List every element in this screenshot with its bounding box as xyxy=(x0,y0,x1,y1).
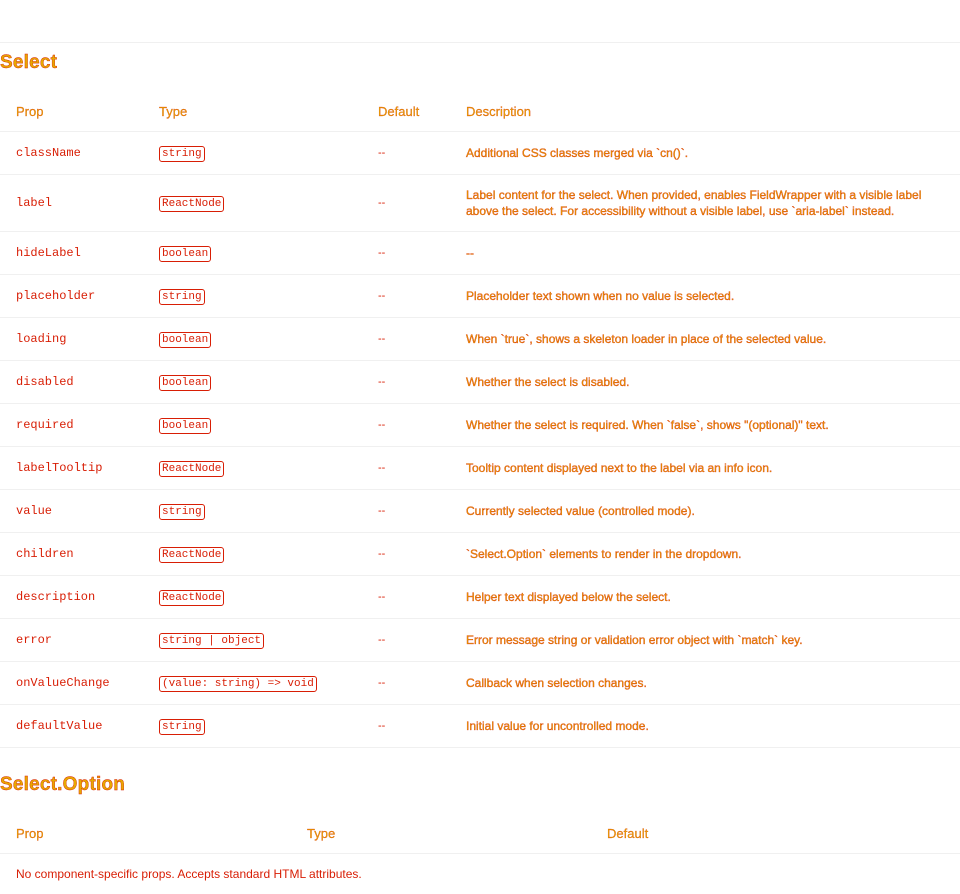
prop-name: className xyxy=(0,131,143,174)
prop-type-cell xyxy=(143,489,362,532)
prop-description: -- xyxy=(450,231,960,274)
type-badge: string xyxy=(159,504,205,520)
column-header-default: Default xyxy=(591,814,960,853)
type-badge: string | object xyxy=(159,633,264,649)
prop-type-cell xyxy=(143,317,362,360)
prop-name: children xyxy=(0,532,143,575)
table-row xyxy=(0,360,960,403)
section-title-select: Select xyxy=(0,52,58,73)
table-row xyxy=(0,274,960,317)
column-header-prop: Prop xyxy=(0,92,143,131)
prop-default: -- xyxy=(362,532,450,575)
prop-default: -- xyxy=(362,317,450,360)
prop-type-cell xyxy=(143,231,362,274)
prop-default: -- xyxy=(362,575,450,618)
column-header-type: Type xyxy=(143,92,362,131)
type-badge: boolean xyxy=(159,246,211,262)
column-header-type: Type xyxy=(291,814,591,853)
prop-type-cell xyxy=(143,360,362,403)
prop-default: -- xyxy=(362,131,450,174)
table-row xyxy=(0,661,960,704)
prop-name: onValueChange xyxy=(0,661,143,704)
select-option-props-table xyxy=(0,814,960,894)
prop-description: Additional CSS classes merged via `cn()`. xyxy=(450,131,960,174)
column-header-prop: Prop xyxy=(0,814,291,853)
prop-default: -- xyxy=(362,274,450,317)
prop-name: loading xyxy=(0,317,143,360)
prop-default: -- xyxy=(362,704,450,747)
prop-description: Error message string or validation error object with `match` key. xyxy=(450,618,960,661)
prop-type-cell xyxy=(143,704,362,747)
table-row xyxy=(0,618,960,661)
prop-name: labelTooltip xyxy=(0,446,143,489)
type-badge: ReactNode xyxy=(159,196,224,212)
prop-default: -- xyxy=(362,403,450,446)
table-header-row xyxy=(0,92,960,131)
select-props-table xyxy=(0,92,960,748)
type-badge: boolean xyxy=(159,418,211,434)
top-divider xyxy=(0,42,960,43)
empty-props-note: No component-specific props. Accepts standard HTML attributes. xyxy=(0,853,960,894)
prop-type-cell xyxy=(143,618,362,661)
prop-type-cell xyxy=(143,131,362,174)
prop-name: label xyxy=(0,174,143,231)
type-badge: ReactNode xyxy=(159,461,224,477)
column-header-default: Default xyxy=(362,92,450,131)
table-row xyxy=(0,704,960,747)
prop-type-cell xyxy=(143,575,362,618)
prop-description: Whether the select is disabled. xyxy=(450,360,960,403)
prop-description: When `true`, shows a skeleton loader in place of the selected value. xyxy=(450,317,960,360)
prop-description: Placeholder text shown when no value is selected. xyxy=(450,274,960,317)
type-badge: boolean xyxy=(159,332,211,348)
prop-default: -- xyxy=(362,661,450,704)
prop-description: Whether the select is required. When `false`, shows "(optional)" text. xyxy=(450,403,960,446)
section-title-select-option: Select.Option xyxy=(0,774,126,795)
table-row xyxy=(0,174,960,231)
table-row xyxy=(0,231,960,274)
type-badge: string xyxy=(159,146,205,162)
prop-type-cell xyxy=(143,446,362,489)
table-row xyxy=(0,575,960,618)
prop-default: -- xyxy=(362,618,450,661)
table-row xyxy=(0,853,960,894)
prop-name: placeholder xyxy=(0,274,143,317)
prop-name: description xyxy=(0,575,143,618)
prop-default: -- xyxy=(362,174,450,231)
prop-description: Tooltip content displayed next to the label via an info icon. xyxy=(450,446,960,489)
prop-default: -- xyxy=(362,231,450,274)
select-props-rows xyxy=(0,131,960,747)
prop-type-cell xyxy=(143,174,362,231)
prop-name: disabled xyxy=(0,360,143,403)
prop-default: -- xyxy=(362,489,450,532)
prop-name: hideLabel xyxy=(0,231,143,274)
prop-description: Helper text displayed below the select. xyxy=(450,575,960,618)
table-row xyxy=(0,489,960,532)
prop-description: `Select.Option` elements to render in the dropdown. xyxy=(450,532,960,575)
prop-description: Initial value for uncontrolled mode. xyxy=(450,704,960,747)
type-badge: string xyxy=(159,289,205,305)
prop-type-cell xyxy=(143,532,362,575)
type-badge: (value: string) => void xyxy=(159,676,317,692)
type-badge: ReactNode xyxy=(159,547,224,563)
prop-default: -- xyxy=(362,446,450,489)
table-row xyxy=(0,446,960,489)
prop-type-cell xyxy=(143,274,362,317)
prop-name: defaultValue xyxy=(0,704,143,747)
table-row xyxy=(0,317,960,360)
prop-name: value xyxy=(0,489,143,532)
table-row xyxy=(0,403,960,446)
table-row xyxy=(0,131,960,174)
prop-name: error xyxy=(0,618,143,661)
type-badge: ReactNode xyxy=(159,590,224,606)
prop-type-cell xyxy=(143,661,362,704)
type-badge: boolean xyxy=(159,375,211,391)
prop-default: -- xyxy=(362,360,450,403)
prop-description: Callback when selection changes. xyxy=(450,661,960,704)
prop-description: Label content for the select. When provided, enables FieldWrapper with a visible label above the select. For accessibility without a visible label, use `aria-label` instead. xyxy=(450,174,960,231)
type-badge: string xyxy=(159,719,205,735)
table-header-row xyxy=(0,814,960,853)
table-row xyxy=(0,532,960,575)
column-header-description: Description xyxy=(450,92,960,131)
prop-type-cell xyxy=(143,403,362,446)
prop-description: Currently selected value (controlled mode). xyxy=(450,489,960,532)
prop-name: required xyxy=(0,403,143,446)
